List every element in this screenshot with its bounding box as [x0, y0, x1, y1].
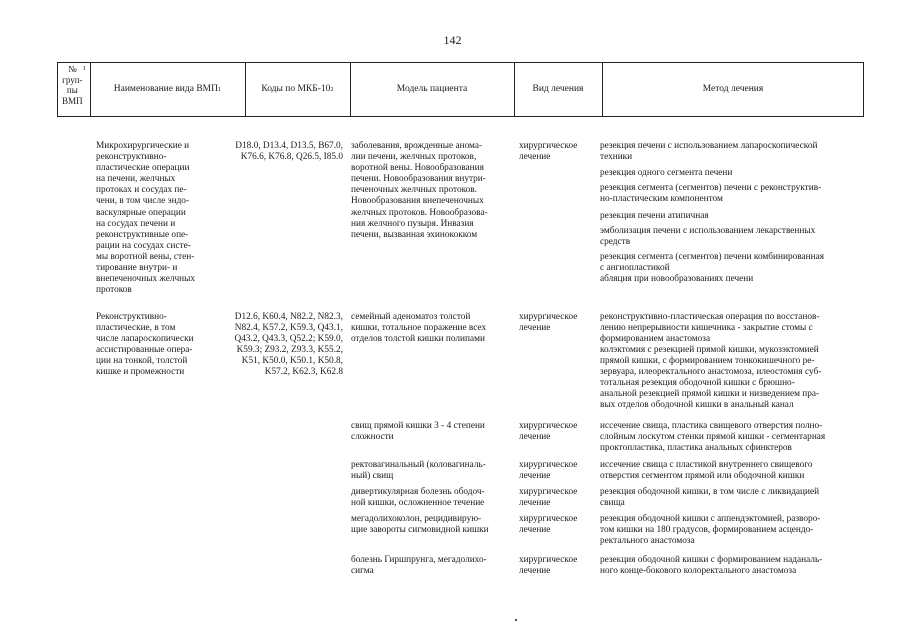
- row-1-method-7: абляция при новообразованиях печени: [600, 274, 754, 284]
- row-2-method-3: иссечение свища, пластика свищевого отверстия полно- слойным лоскутом стенки прямой кишки - сегментарная проктопластика, пластика анальных сфинктеров: [600, 421, 826, 454]
- row-2-treatment-type-6: хирургическое лечение: [519, 555, 578, 577]
- row-2-method-5: резекция ободочной кишки, в том числе с ликвидацией свища: [600, 487, 820, 509]
- row-2-method-6: резекция ободочной кишки с аппендэктомией, разворо- том кишки на 180 градусов, формированием асцендо- ректального анастомоза: [600, 514, 821, 547]
- row-2-treatment-type-2: хирургическое лечение: [519, 421, 578, 443]
- row-2-method-7: резекция ободочной кишки с формированием наданаль- ного конце-бокового колоректального анастомоза: [600, 555, 823, 577]
- row-1-vmp-name: Микрохирургические и реконструктивно- пластические операции на печени, желчных протоках и сосудах пе- чени, в том числе эндо- васкулярные операции на сосудах печени и реконструктивные опе- рации на сосудах систе- мы воротной вены, стен- тирование внутри- и внепеченочных желчных протоков: [96, 141, 196, 296]
- row-2-patient-model-6: болезнь Гиршпрунга, мегадолихо- сигма: [351, 555, 487, 577]
- page-number: 142: [443, 33, 462, 47]
- row-2-method-1: реконструктивно-пластическая операция по восстанов- лению непрерывности кишечника - закрытие стомы с формированием анастомоза: [600, 312, 820, 345]
- row-2-patient-model-1: семейный аденоматоз толстой кишки, тотальное поражение всех отделов толстой кишки полипами: [351, 312, 487, 345]
- row-1-patient-model: заболевания, врожденные анома- лии печени, желчных протоков, воротной вены. Новообразования печени. Новообразования внутри- печеночных желчных протоков. Новообразования внепеченочных желчных протоков. Новообразова- ния желчного пузыря. Инвазия печени, вызванная эхинококком: [351, 141, 488, 240]
- row-2-treatment-type-4: хирургическое лечение: [519, 487, 578, 509]
- row-1-method-5: эмболизация печени с использованием лекарственных средств: [600, 226, 816, 248]
- row-1-treatment-type: хирургическое лечение: [519, 141, 578, 163]
- row-1-method-6: резекция сегмента (сегментов) печени комбинированная с ангиопластикой: [600, 252, 825, 274]
- row-2-treatment-type-3: хирургическое лечение: [519, 460, 578, 482]
- row-2-vmp-name: Реконструктивно- пластические, в том числе лапароскопически ассистированные опера- ции на тонкой, толстой кишке и промежности: [96, 312, 194, 378]
- header-patient-model: Модель пациента: [396, 84, 468, 94]
- row-2-icd-codes: D12.6, K60.4, N82.2, N82.3, N82.4, K57.2, K59.3, Q43.1, Q43.2, Q43.3, Q52.2; K59.0, K59.3; Z93.2, Z93.3, K55.2, K51, K50.0, K50.1, K50.8, K57.2, K62.3, K62.8: [234, 312, 343, 378]
- row-1-method-1: резекция печени с использованием лапароскопической техники: [600, 141, 818, 163]
- row-2-method-2: колэктомия с резекцией прямой кишки, мукозэктомией прямой кишки, с формированием тонкокишечного ре- зервуара, илеоректального анастомоза, илеостомия суб- тотальная резекция ободочной кишки с брюшно- анальной резекцией прямой кишки и низведением пра- вых отделов ободочной кишки в анальный канал: [600, 345, 822, 411]
- header-vmp-name: Наименование вида ВМП 1: [113, 84, 222, 94]
- row-1-icd-codes: D18.0, D13.4, D13.5, B67.0, K76.6, K76.8, Q26.5, I85.0: [235, 141, 343, 163]
- row-2-method-4: иссечение свища с пластикой внутреннего свищевого отверстия сегментом прямой или ободочной кишки: [600, 460, 813, 482]
- header-treatment-type: Вид лечения: [532, 84, 584, 94]
- scan-speck: [515, 619, 517, 621]
- row-2-patient-model-5: мегадолихоколон, рецидивирую- щие завороты сигмовидной кишки: [351, 514, 489, 536]
- row-2-treatment-type-1: хирургическое лечение: [519, 312, 578, 334]
- header-icd-codes: Коды по МКБ-10 2: [261, 84, 334, 94]
- row-2-patient-model-3: ректовагинальный (коловагиналь- ный) свищ: [351, 460, 486, 482]
- row-2-treatment-type-5: хирургическое лечение: [519, 514, 578, 536]
- table-header: [57, 62, 864, 117]
- row-2-patient-model-2: свищ прямой кишки 3 - 4 степени сложности: [351, 421, 485, 443]
- row-1-method-3: резекция сегмента (сегментов) печени с реконструктив- но-пластическим компонентом: [600, 183, 822, 205]
- row-1-method-4: резекция печени атипичная: [600, 211, 709, 221]
- row-1-method-2: резекция одного сегмента печени: [600, 168, 733, 178]
- row-2-patient-model-4: дивертикулярная болезнь ободоч- ной кишки, осложненное течение: [351, 487, 485, 509]
- header-treatment-method: Метод лечения: [702, 84, 764, 94]
- header-group-no: № груп- пы ВМП 1: [62, 64, 86, 106]
